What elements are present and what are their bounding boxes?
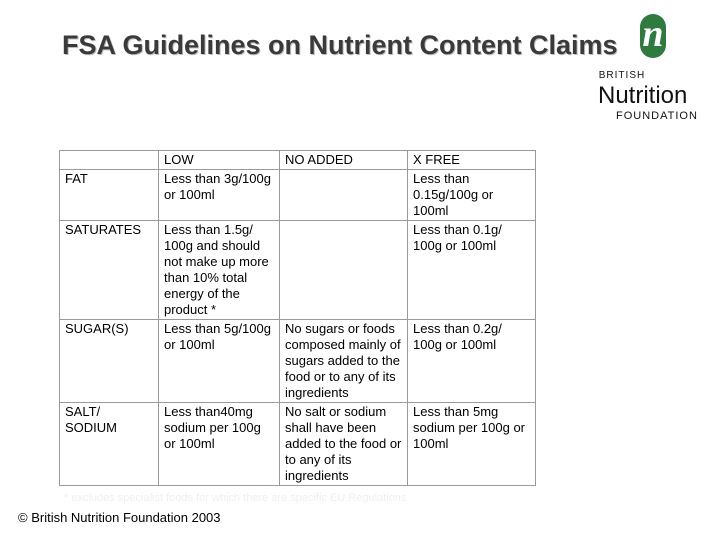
cell-low: Less than40mg sodium per 100g or 100ml [159, 403, 280, 486]
nutrient-claims-table [59, 150, 536, 486]
cell-no-added: No salt or sodium shall have been added to the food or to any of its ingredients [280, 403, 408, 486]
row-label: SATURATES [60, 221, 159, 320]
logo-n-icon: n [640, 14, 666, 58]
cell-no-added: No sugars or foods composed mainly of sugars added to the food or to any of its ingredients [280, 320, 408, 403]
row-label: FAT [60, 170, 159, 221]
table-header-row [60, 151, 536, 170]
table-row-sugars [60, 320, 536, 403]
row-label: SALT/ SODIUM [60, 403, 159, 486]
cell-low: Less than 1.5g/ 100g and should not make up more than 10% total energy of the product * [159, 221, 280, 320]
slide-title: FSA Guidelines on Nutrient Content Claims [62, 30, 618, 60]
cell-no-added [280, 170, 408, 221]
header-empty [60, 151, 159, 170]
cell-free: Less than 0.2g/ 100g or 100ml [408, 320, 536, 403]
copyright-text: © British Nutrition Foundation 2003 [18, 510, 221, 525]
logo-nutrition-text: Nutrition [598, 82, 688, 109]
row-label: SUGAR(S) [60, 320, 159, 403]
table-row-salt-sodium [60, 403, 536, 486]
table-row-saturates [60, 221, 536, 320]
header-low: LOW [159, 151, 280, 170]
logo-foundation-text: FOUNDATION [616, 110, 698, 122]
bnf-logo [592, 10, 714, 128]
table-row-fat [60, 170, 536, 221]
cell-free: Less than 0.1g/ 100g or 100ml [408, 221, 536, 320]
cell-free: Less than 5mg sodium per 100g or 100ml [408, 403, 536, 486]
table-footnote: * excludes specialist foods for which there are specific EU Regulations [64, 492, 407, 504]
cell-low: Less than 5g/100g or 100ml [159, 320, 280, 403]
cell-free: Less than 0.15g/100g or 100ml [408, 170, 536, 221]
logo-british-text: BRITISH [598, 70, 646, 81]
cell-low: Less than 3g/100g or 100ml [159, 170, 280, 221]
header-x-free: X FREE [408, 151, 536, 170]
header-no-added: NO ADDED [280, 151, 408, 170]
cell-no-added [280, 221, 408, 320]
